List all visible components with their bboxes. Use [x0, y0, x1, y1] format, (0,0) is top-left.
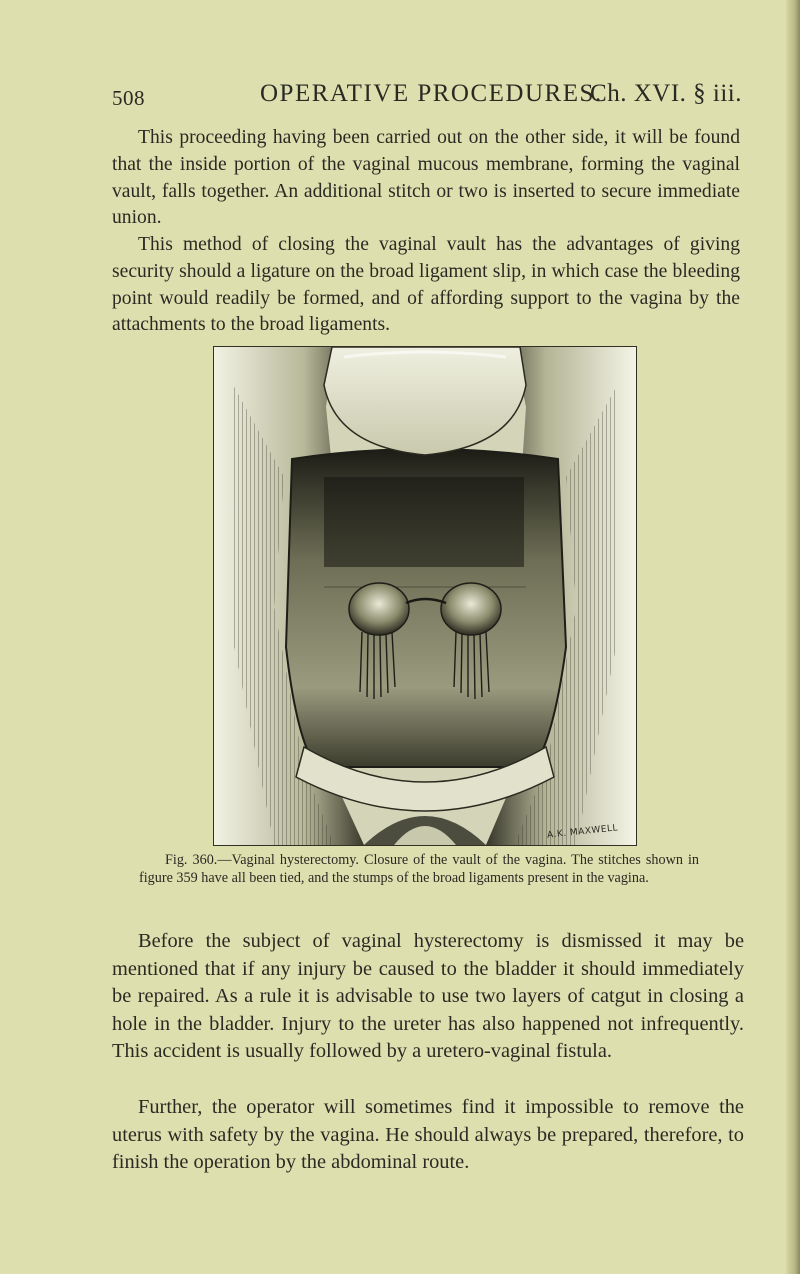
- artist-signature: A.K. MAXWELL: [546, 823, 619, 841]
- paragraph: This method of closing the vaginal vault has the advantages of giving security should a ligature on the broad ligament slip, in which case the bleeding point would readily be formed, and of affording support to the vagina by the attachments to the broad ligaments.: [112, 234, 740, 336]
- figure-illustration: [213, 346, 637, 846]
- paragraph: Before the subject of vaginal hysterectomy is dismissed it may be mentioned that if any injury be caused to the bladder it should immediately be repaired. As a rule it is advisable to use two layers of catgut in closing a hole in the bladder. Injury to the ureter has also happened not infrequently. This accident is usually followed by a uretero-vaginal fistula.: [112, 930, 744, 1063]
- page-header: [112, 80, 742, 112]
- chapter-reference: Ch. XVI. § iii.: [590, 80, 742, 107]
- paragraph: This proceeding having been carried out on the other side, it will be found that the inside portion of the vaginal mucous membrane, forming the vaginal vault, falls together. An additional stitch or two is inserted to secure immediate union.: [112, 127, 740, 229]
- illustration-drawing: [214, 347, 636, 845]
- page-edge: [786, 0, 800, 1274]
- page-number: 508: [112, 86, 145, 110]
- paragraph: Further, the operator will sometimes find it impossible to remove the uterus with safety by the vagina. He should always be prepared, therefore, to finish the operation by the abdominal route.: [112, 1096, 744, 1174]
- running-title: OPERATIVE PROCEDURES.: [260, 80, 603, 107]
- figure-caption: Fig. 360.—Vaginal hysterectomy. Closure of the vault of the vagina. The stitches shown in figure 359 have all been tied, and the stumps of the broad ligaments present in the vagina.: [139, 852, 699, 886]
